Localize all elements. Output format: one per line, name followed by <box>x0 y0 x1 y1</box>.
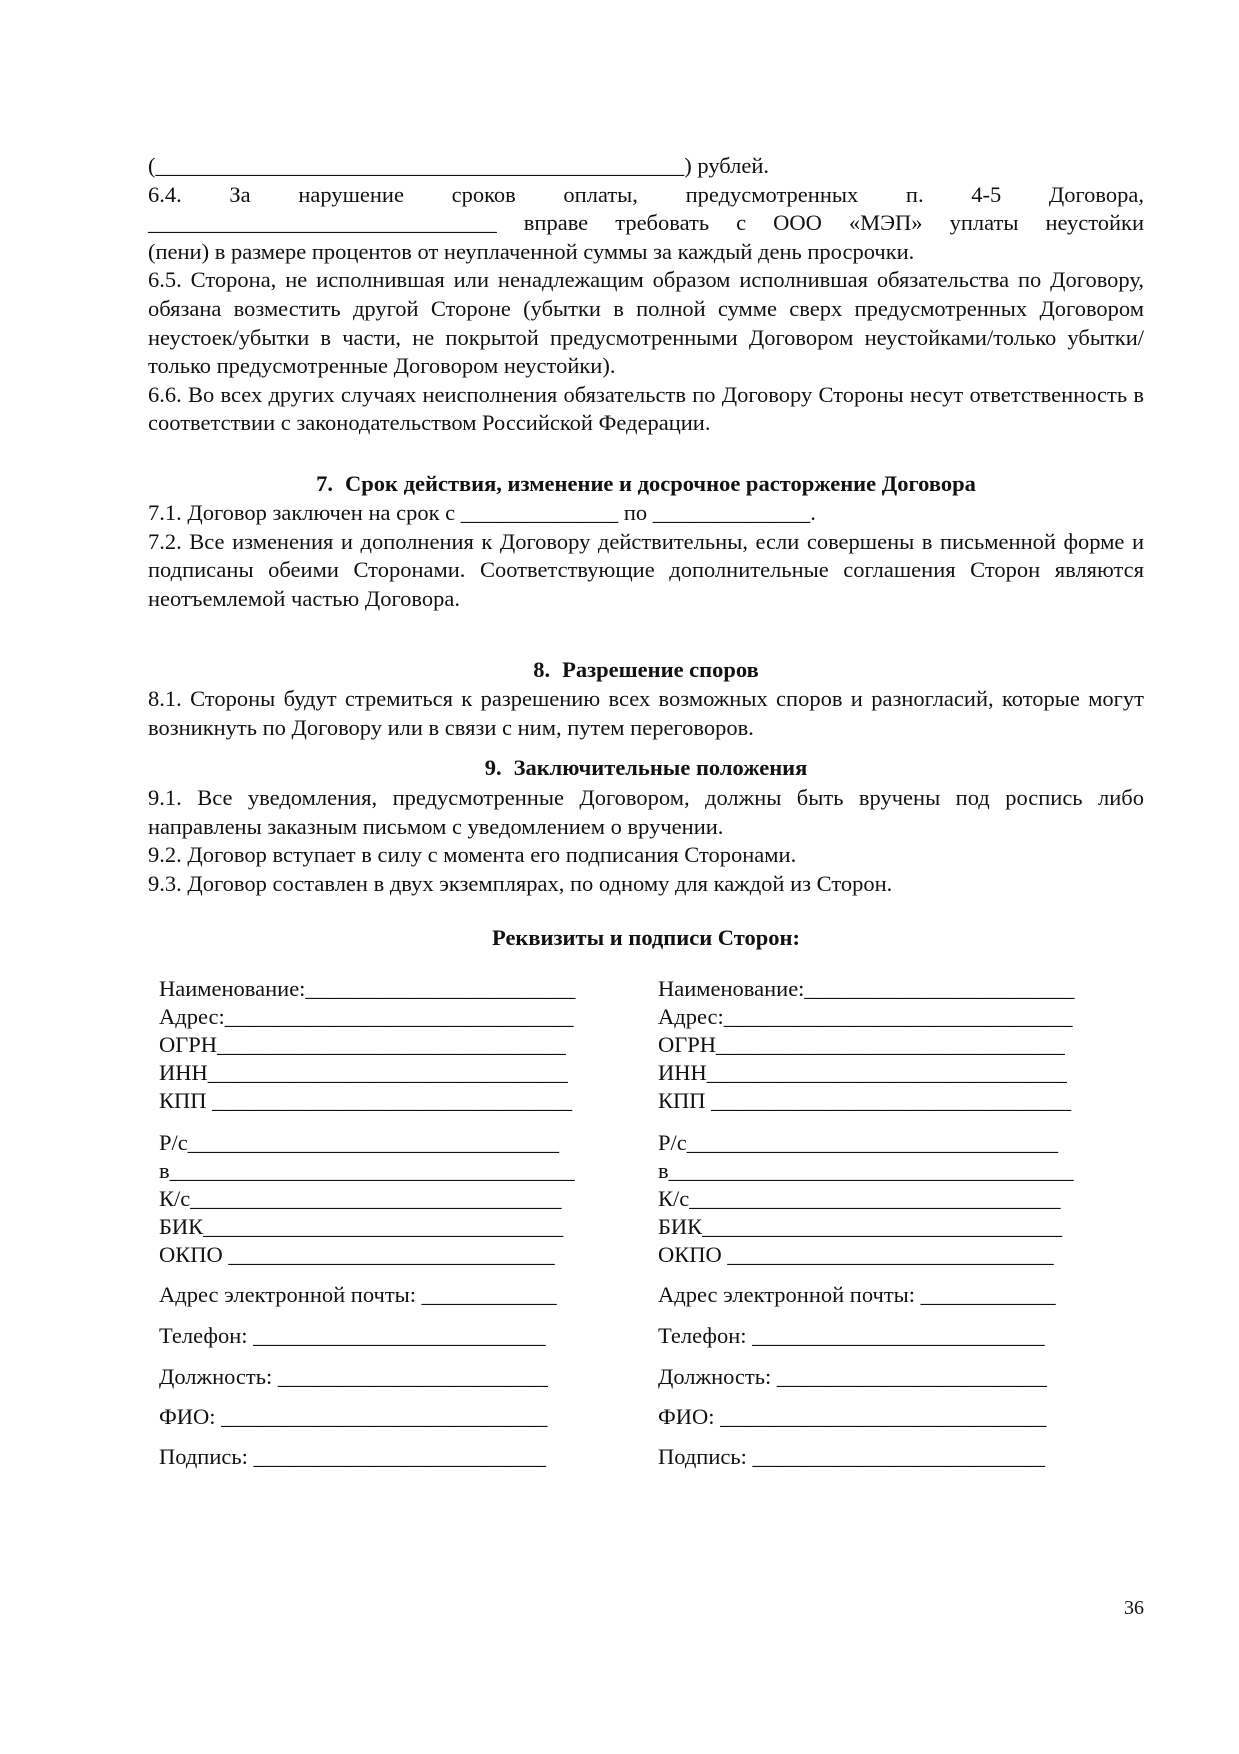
clause-6-5: 6.5. Сторона, не исполнившая или ненадлежащим образом исполнившая обязательства по Договору, обязана возместить другой Стороне (убытки в полной сумме сверх предусмотренных Договором неустоек/убытки в части, не покрытой предусмотренными Договором неустойками/только убытки/только предусмотренные Договором неустойки). <box>148 267 1144 379</box>
right-email-field: Адрес электронной почты: ____________ <box>658 1282 1056 1307</box>
left-address-field: Адрес:_______________________________ <box>159 1004 574 1029</box>
left-phone-field: Телефон: __________________________ <box>159 1323 546 1348</box>
left-okpo-field: ОКПО _____________________________ <box>159 1242 555 1267</box>
left-ogrn-field: ОГРН_______________________________ <box>159 1032 566 1057</box>
left-bik-field: БИК________________________________ <box>159 1214 564 1239</box>
clause-6-4-line2: _______________________________ вправе требовать с ООО «МЭП» уплаты неустойки <box>148 210 1144 236</box>
clause-7-2: 7.2. Все изменения и дополнения к Договору действительны, если совершены в письменной форме и подписаны обеими Сторонами. Соответствующие дополнительные соглашения Сторон являются неотъемлемой частью Договора. <box>148 528 1144 611</box>
right-address-field: Адрес:_______________________________ <box>658 1004 1073 1029</box>
clause-8-1: 8.1. Стороны будут стремиться к разрешению всех возможных споров и разногласий, которые могут возникнуть по Договору или в связи с ним, путем переговоров. <box>148 686 1144 740</box>
left-name-field: Наименование:________________________ <box>159 976 576 1001</box>
right-ogrn-field: ОГРН_______________________________ <box>658 1032 1065 1057</box>
right-okpo-field: ОКПО _____________________________ <box>658 1242 1054 1267</box>
section8-heading <box>148 656 1144 684</box>
left-account-field: Р/с_________________________________ <box>159 1130 560 1155</box>
right-bank-field: в____________________________________ <box>658 1158 1074 1183</box>
left-bank-field: в____________________________________ <box>159 1158 575 1183</box>
right-account-field: Р/с_________________________________ <box>658 1130 1059 1155</box>
section7-text <box>148 499 1144 613</box>
right-kpp-field: КПП ________________________________ <box>658 1088 1072 1113</box>
right-phone-field: Телефон: __________________________ <box>658 1323 1045 1348</box>
clause-9-2: 9.2. Договор вступает в силу с момента его подписания Сторонами. <box>148 842 797 868</box>
clause-7-1: 7.1. Договор заключен на срок с ______________ по ______________. <box>148 500 816 525</box>
left-signature-field: Подпись: __________________________ <box>159 1444 547 1469</box>
left-inn-field: ИНН________________________________ <box>159 1060 568 1085</box>
section9-text <box>148 784 1144 898</box>
page-number: 36 <box>1124 1597 1144 1619</box>
left-kpp-field: КПП ________________________________ <box>159 1088 573 1113</box>
section9-heading <box>148 754 1144 782</box>
right-inn-field: ИНН________________________________ <box>658 1060 1067 1085</box>
section8-text <box>148 685 1144 742</box>
section6-text <box>148 152 1144 438</box>
right-name-field: Наименование:________________________ <box>658 976 1075 1001</box>
right-position-field: Должность: ________________________ <box>658 1364 1047 1389</box>
clause-6-4-line3: (пени) в размере процентов от неуплаченной суммы за каждый день просрочки. <box>148 238 915 264</box>
clause-6-4-line1: 6.4. За нарушение сроков оплаты, предусмотренных п. 4-5 Договора, <box>148 181 1144 207</box>
right-corr-account-field: К/с_________________________________ <box>658 1186 1061 1211</box>
clause-6-6: 6.6. Во всех других случаях неисполнения обязательств по Договору Стороны несут ответственность в соответствии с законодательством Российской Федерации. <box>148 381 1144 436</box>
left-position-field: Должность: ________________________ <box>159 1364 548 1389</box>
requisites-title: Реквизиты и подписи Сторон: <box>492 925 800 950</box>
section7-heading <box>148 470 1144 498</box>
right-fullname-field: ФИО: _____________________________ <box>658 1404 1047 1429</box>
right-signature-field: Подпись: __________________________ <box>658 1444 1046 1469</box>
section7-title: Срок действия, изменение и досрочное расторжение Договора <box>345 471 976 496</box>
left-corr-account-field: К/с_________________________________ <box>159 1186 562 1211</box>
clause-9-3: 9.3. Договор составлен в двух экземплярах, по одному для каждой из Сторон. <box>148 870 893 896</box>
right-bik-field: БИК________________________________ <box>658 1214 1063 1239</box>
section9-title: Заключительные положения <box>513 755 808 780</box>
section8-title: Разрешение споров <box>562 657 759 682</box>
left-email-field: Адрес электронной почты: ____________ <box>159 1282 557 1307</box>
section8-number: 8. <box>533 657 551 682</box>
amount-line: (_______________________________________________) рублей. <box>148 153 770 178</box>
section7-number: 7. <box>316 471 334 496</box>
clause-9-1: 9.1. Все уведомления, предусмотренные Договором, должны быть вручены под роспись либо направлены заказным письмом с уведомлением о вручении. <box>148 785 1144 839</box>
section9-number: 9. <box>484 755 502 780</box>
left-fullname-field: ФИО: _____________________________ <box>159 1404 548 1429</box>
